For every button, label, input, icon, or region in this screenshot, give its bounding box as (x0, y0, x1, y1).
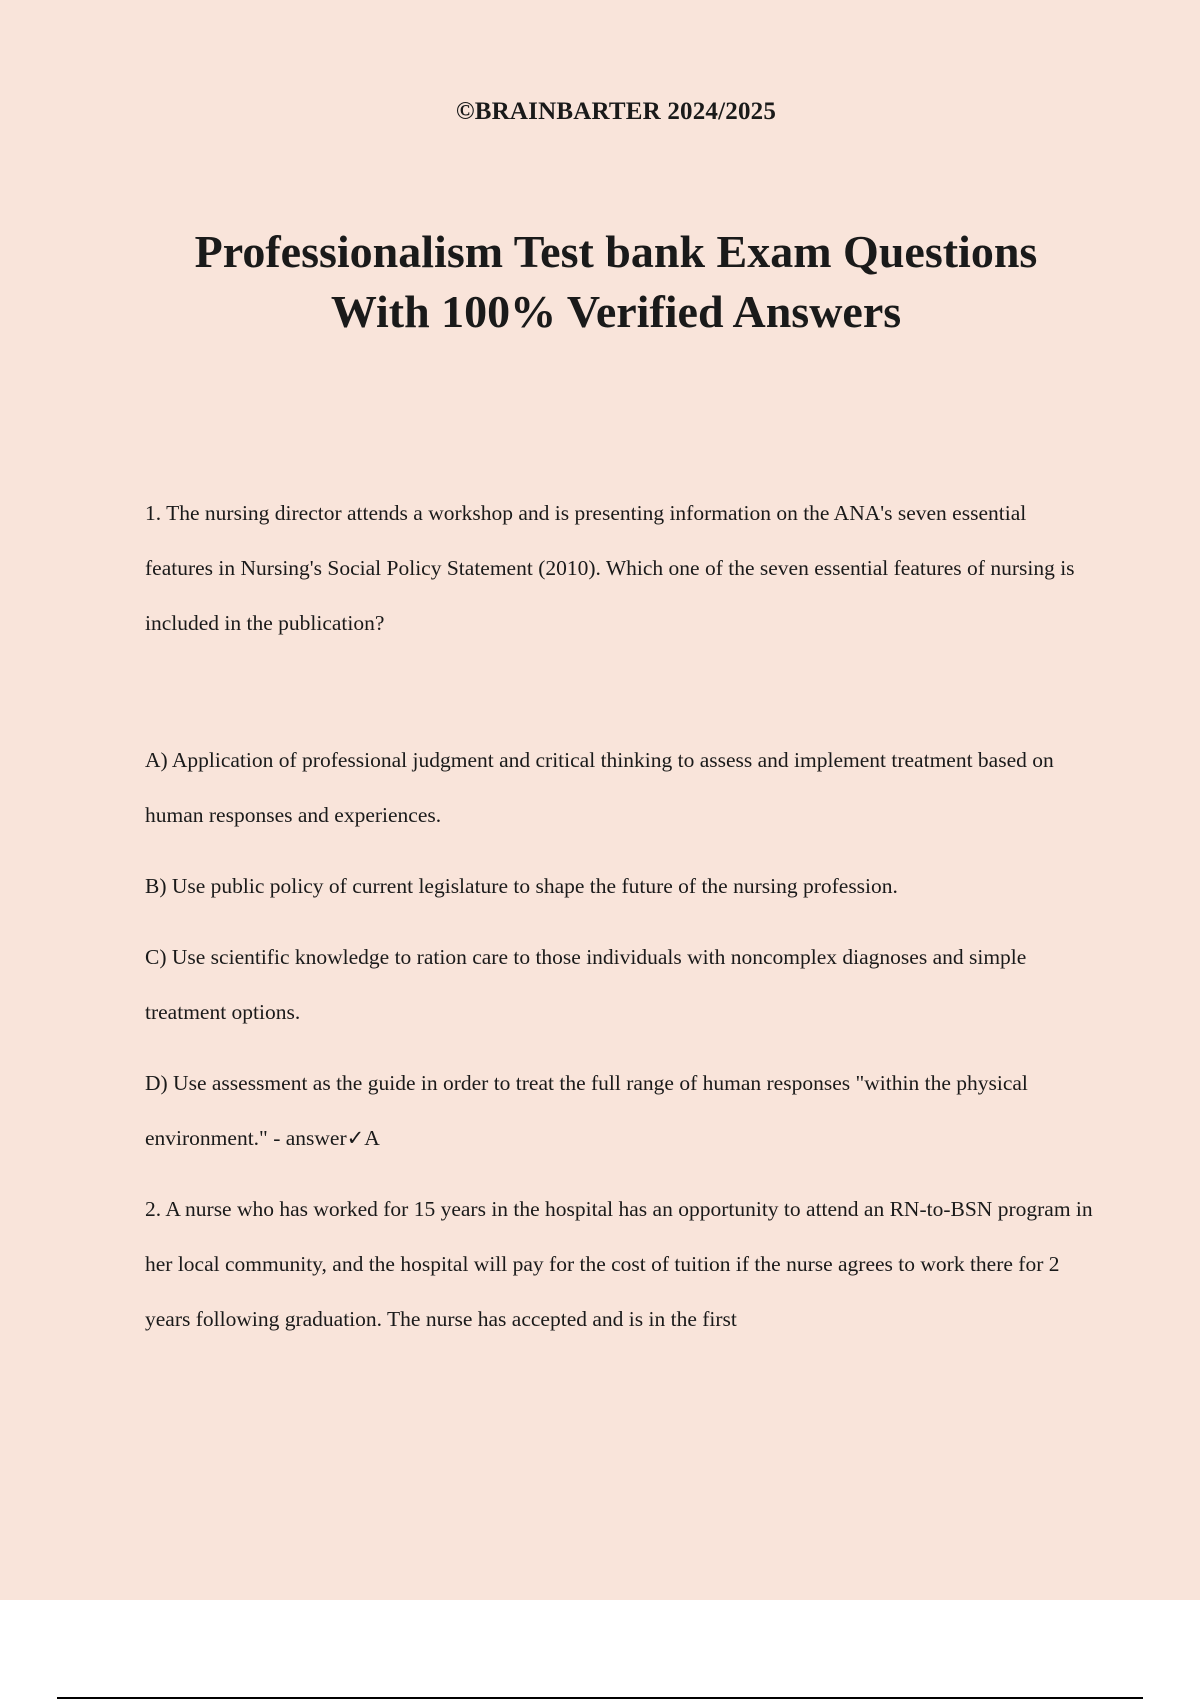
question-1-option-b: B) Use public policy of current legislature to shape the future of the nursing profession. (145, 874, 898, 898)
question-2-text: 2. A nurse who has worked for 15 years in the hospital has an opportunity to attend an RN-to-BSN program in her local community, and the hospital will pay for the cost of tuition if the nurse agrees to work there for 2 years following graduation. The nurse has accepted and is in the first (145, 1197, 1093, 1331)
question-content (145, 486, 1095, 1347)
page-title (0, 222, 1200, 342)
question-1-option-c: C) Use scientific knowledge to ration care to those individuals with noncomplex diagnoses and simple treatment options. (145, 945, 1027, 1024)
checkmark-icon: ✓ (346, 1126, 365, 1150)
title-line-1: Professionalism Test bank Exam Questions (194, 226, 1038, 277)
title-line-2: With 100% Verified Answers (330, 286, 902, 337)
question-1-option-d (145, 1056, 1095, 1166)
question-1-text: 1. The nursing director attends a workshop and is presenting information on the ANA's seven essential features in Nursing's Social Policy Statement (2010). Which one of the seven essential features of nursing is included in the publication? (145, 501, 1075, 635)
copyright-header: ©BRAINBARTER 2024/2025 (455, 98, 777, 125)
question-1-option-a: A) Application of professional judgment and critical thinking to assess and implement treatment based on human responses and experiences. (145, 748, 1054, 827)
footer-divider (57, 1697, 1143, 1699)
option-d-text: D) Use assessment as the guide in order to treat the full range of human responses "within the physical environment." - answer (145, 1071, 1028, 1150)
question-1-answer: A (364, 1126, 380, 1150)
